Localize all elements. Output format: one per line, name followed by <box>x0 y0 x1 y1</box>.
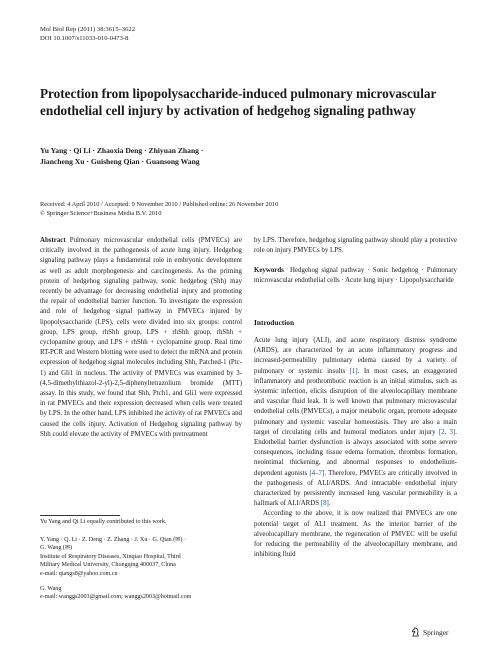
affil-authors-2: G. Wang (✉) <box>40 545 73 552</box>
affil-spacer <box>40 578 245 585</box>
citation-link[interactable]: [2, 3] <box>438 428 456 436</box>
introduction-body <box>254 336 457 560</box>
introduction-heading: Introduction <box>254 318 295 327</box>
author-line-2: Jiancheng Xu · Guisheng Qian · Guansong Wang <box>40 157 200 166</box>
intro-text-a: Acute lung injury (ALI), and acute respiratory distress syndrome (ARDS), are characterized by an acute inflammatory progress and increased-permeability pulmonary edema caused by a variety of pulmonary or systemic insults <box>254 337 457 375</box>
affil-name-2: G. Wang <box>40 586 62 593</box>
dates-line: Received: 4 April 2010 / Accepted: 9 November 2010 / Published online: 26 November 2010 <box>40 201 279 208</box>
intro-text-c: . Endothelial barrier dysfunction is always associated with some severe consequences, including tissue edema formation, thrombus formation, neointimal thickening, and abnormal responses to endothelium-dependent agonists <box>254 428 457 477</box>
affil-institution-1: Institute of Respiratory Diseases, Xinqiao Hospital, Third <box>40 553 181 560</box>
publisher-name: Springer <box>423 627 449 637</box>
author-list <box>40 145 440 167</box>
journal-doi: DOI 10.1007/s11033-010-0473-8 <box>40 35 129 42</box>
citation-link[interactable]: [4–7] <box>309 469 325 477</box>
citation-link[interactable]: [8] <box>320 500 329 508</box>
abstract-text: Pulmonary microvascular endothelial cells (PMVECs) are critically involved in the pathogenesis of acute lung injury. Hedgehog signaling pathway plays a fundamental role in embryonic development as well as adult morphogenesis and carcinogenesis. As the priming protein of hedgehog signaling pathway, sonic hedgehog (Shh) may recently be advantage for decreasing endothelial injury and promoting the repair of endothelial barrier function. To investigate the expression and role of hedgehog signal pathway in PMVECs injured by lipopolysaccharide (LPS), cells were divided into six groups: control group, LPS group, rhShh group, LPS + rhShh group, rhShh + cyclopamine group, and LPS + rhShh + cyclopamine group. Real time RT-PCR and Western blotting were used to detect the mRNA and protein expression of hedgehog signal molecules including Shh, Patched-1 (Ptc-1) and Gli1 in nucleus. The activity of PMVECs was examined by 3-(4,5-dimethylthiazol-2-yl)-2,5-diphenyltetrazolium bromide (MTT) assay. In this study, we found that Shh, Ptch1, and Gli1 were expressed in rat PMVECs and their expression decreased when cells were treated by LPS. In the other hand, LPS inhibited the activity of rat PMVECs and caused the cells injury. Activation of Hedgehog signaling pathway by Shh could elevate the activity of PMVECs with pretreatment <box>40 237 242 438</box>
affil-email-1[interactable]: e-mail: qiangs8@yahoo.com.cn <box>40 570 118 577</box>
footnote-divider <box>40 515 120 516</box>
journal-header <box>40 25 135 43</box>
abstract-heading: Abstract <box>40 237 66 244</box>
author-affiliations <box>40 536 245 602</box>
publication-dates <box>40 201 470 218</box>
author-line-1: Yu Yang · Qi Li · Zhaoxia Deng · Zhiyuan Zhang · <box>40 146 204 155</box>
introduction-paragraph-2: According to the above, it is now realized that PMVECs are one potential target of ALI treatment. As the interior barrier of the alveolocapillary membrane, the regeneration of PMVEC will be useful for reducing the permeability of the alveolocapillary membrane, and inhibiting fluid <box>254 510 457 559</box>
copyright-line: © Springer Science+Business Media B.V. 2010 <box>40 209 162 217</box>
abstract <box>40 236 242 440</box>
affil-email-2[interactable]: e-mail: wanggs2003@gmail.com; wanggs2003@hotmail.com <box>40 594 192 601</box>
introduction-paragraph-1 <box>254 336 457 509</box>
article-title: Protection from lipopolysaccharide-induced pulmonary microvascular endothelial cell injury by activation of hedgehog signaling pathway <box>40 86 437 118</box>
equal-contribution-note: Yu Yang and Qi Li equally contributed to this work. <box>40 519 167 525</box>
journal-citation: Mol Biol Rep (2011) 38:3615–3622 <box>40 26 135 33</box>
affil-authors: Y. Yang · Q. Li · Z. Deng · Z. Zhang · J. Xu · G. Qian (✉) · <box>40 537 186 543</box>
intro-text-d: . Therefore, PMVECs are critically involved in the pathogenesis of ALI/ARDS. And intractable endothelial injury characterized by persistently increased lung vascular permeability is a hallmark of ALI/ARDS <box>254 469 457 508</box>
publisher-logo <box>411 627 448 637</box>
keywords-heading: Keywords <box>254 267 284 274</box>
keywords <box>254 266 457 286</box>
intro-text-e: . <box>328 500 331 508</box>
intro-text-b: . In most cases, an exaggerated inflammatory and prothrombotic reaction is an initial stimulus, such as systemic infection, elicits disruption of the alveolocapillary membrane and vascular fluid leak. It is well known that pulmonary microvascular endothelial cells (PMVECs), a major metabolic organ, promote adequate pulmonary and systemic vascular homeostasis. They are also a main target of circulating cells and humoral mediators under injury <box>254 367 457 436</box>
citation-link[interactable]: [1] <box>349 367 358 375</box>
keywords-text: Hedgehog signal pathway · Sonic hedgehog · Pulmonary microvascular endothelial cells · Acute lung injury · Lipopolysaccharide <box>254 267 457 285</box>
affil-institution-2: Military Medical University, Chongqing 400037, China <box>40 562 176 569</box>
springer-chess-knight-icon <box>411 627 420 637</box>
abstract-continuation: by LPS. Therefore, hedgehog signaling pathway should play a protective role on injury PMVECs by LPS. <box>254 237 457 255</box>
